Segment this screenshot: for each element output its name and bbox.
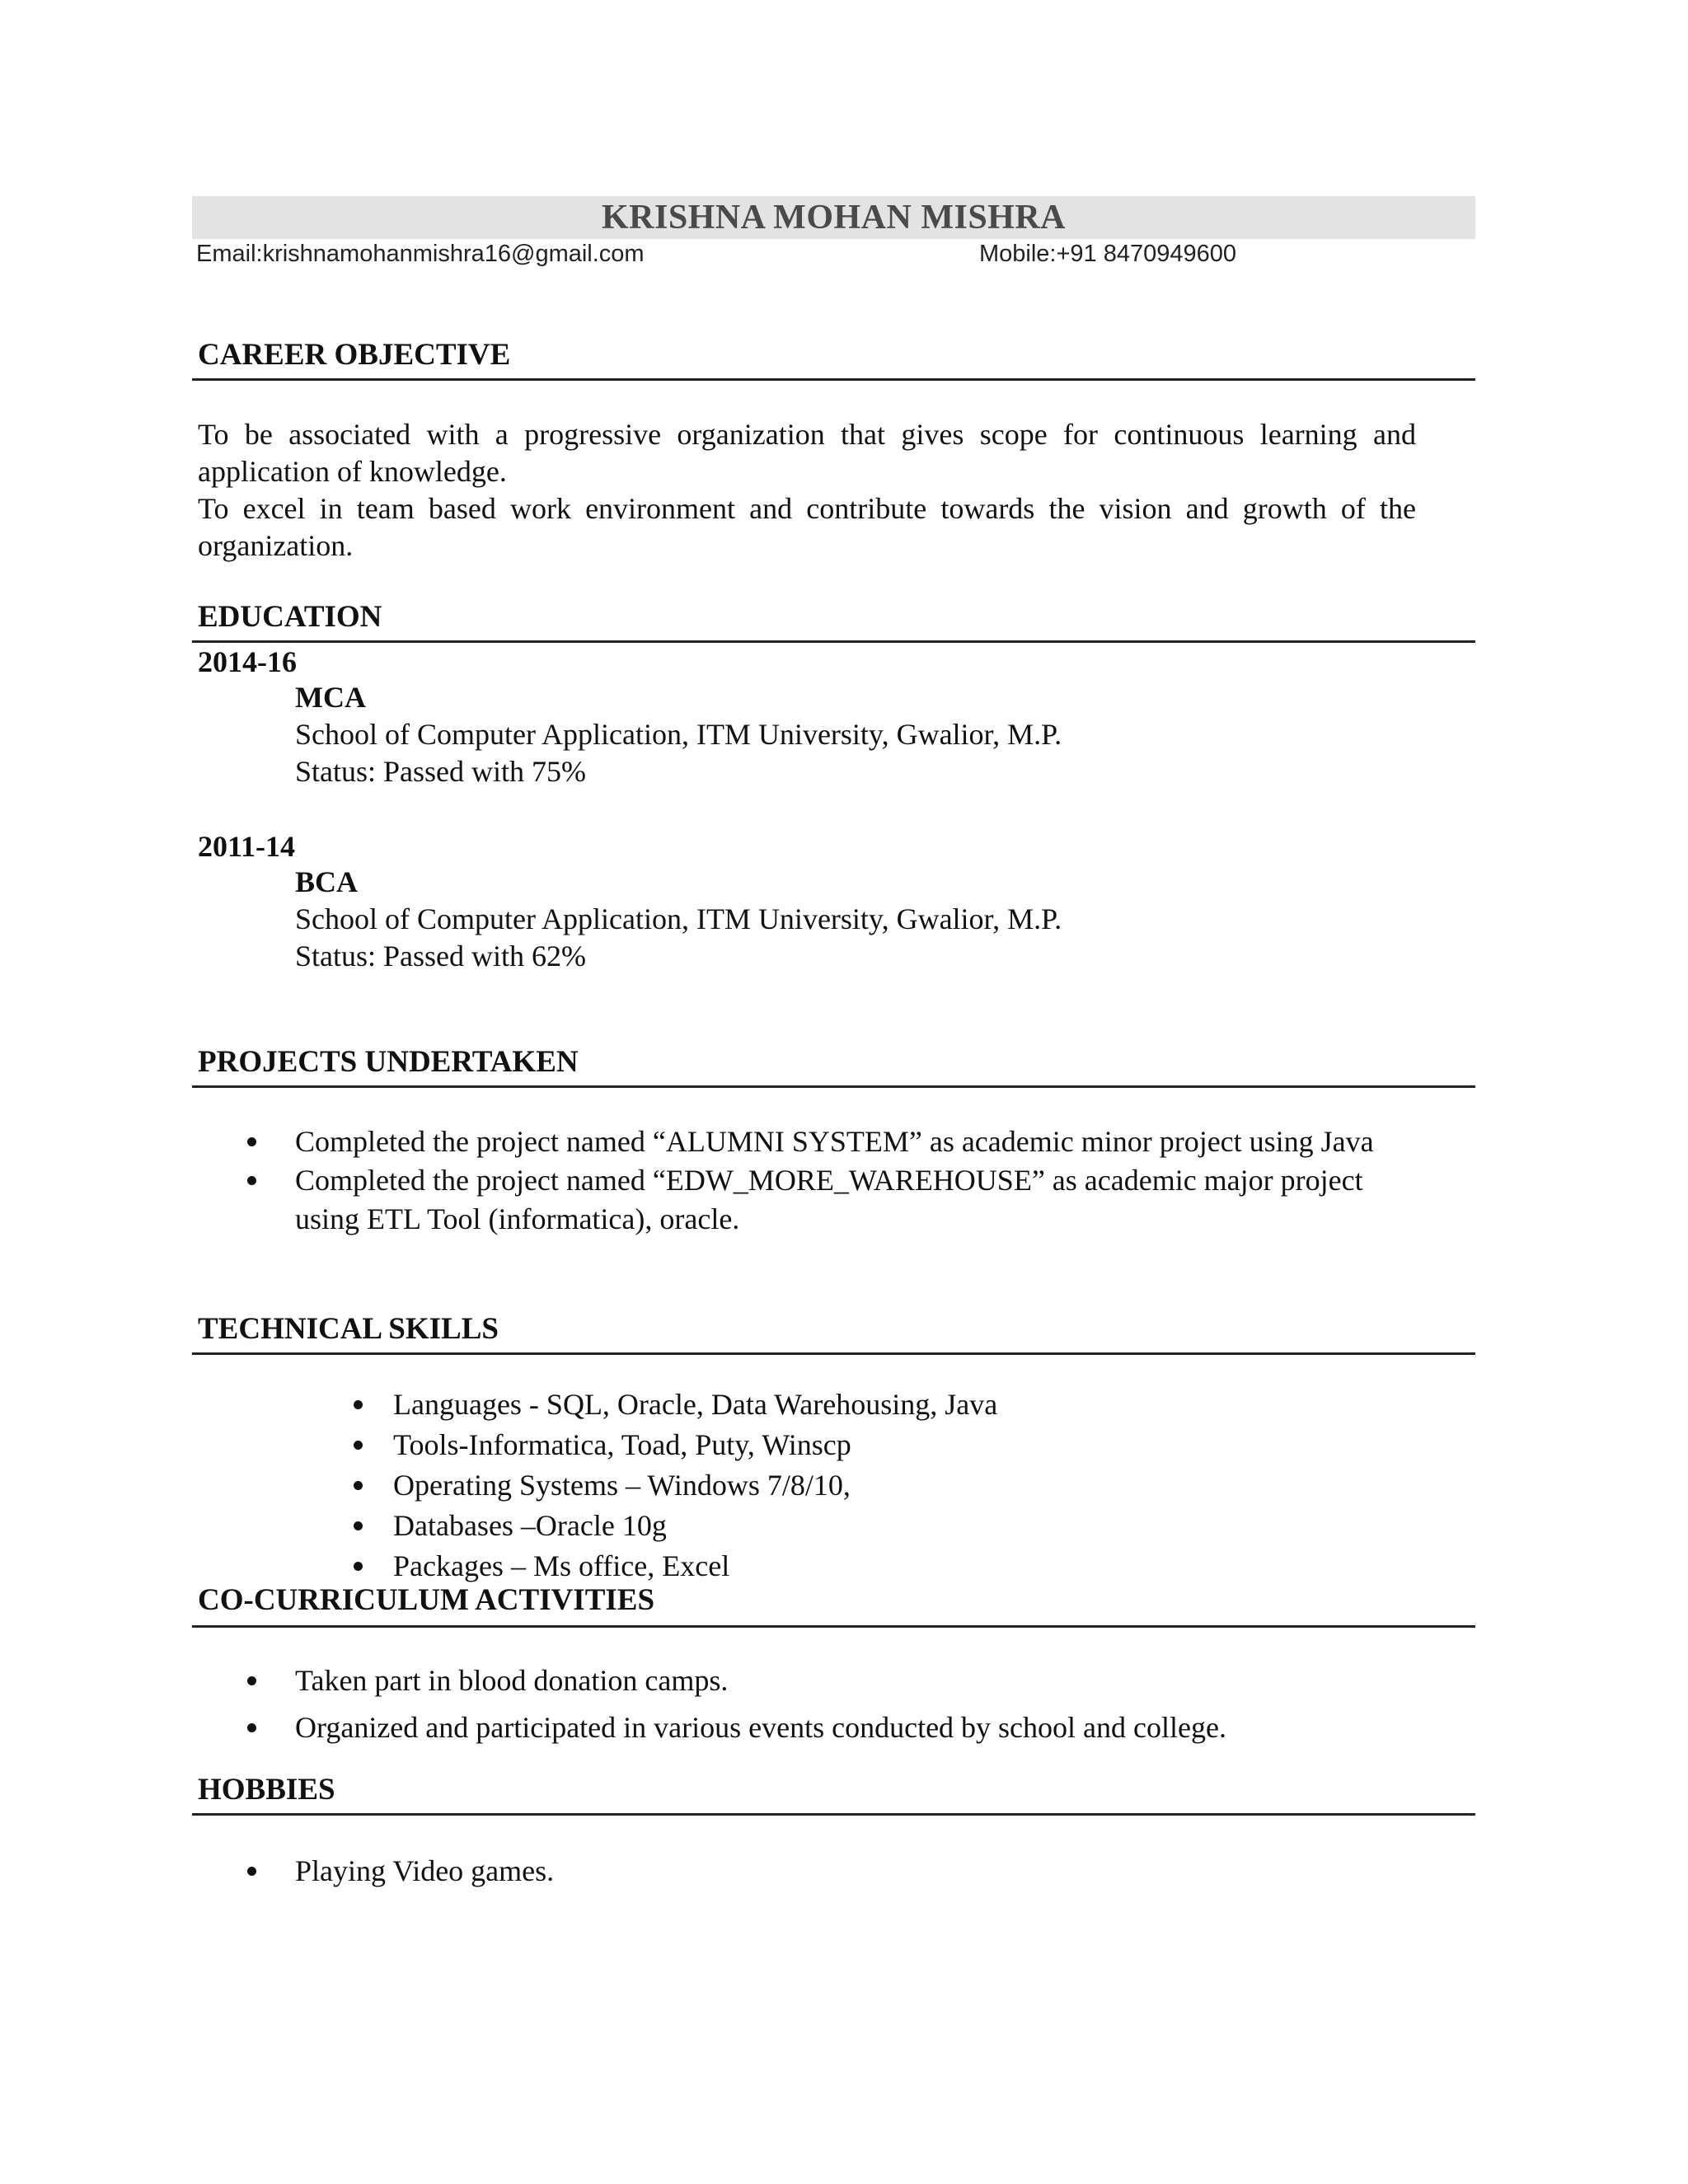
education-entry [295,679,1062,790]
co-curriculum-heading: CO-CURRICULUM ACTIVITIES [198,1583,655,1617]
section-divider [192,378,1475,381]
skill-text: Languages - SQL, Oracle, Data Warehousing, Java [393,1388,998,1421]
email-text: Email:krishnamohanmishra16@gmail.com [196,241,645,267]
objective-paragraph: To be associated with a progressive organization that gives scope for continuous learning and application of knowledge. [198,418,1416,488]
list-item [393,1465,1382,1506]
list-item [295,1657,1449,1704]
mobile-text: Mobile:+91 8470949600 [979,241,1237,267]
bullet-icon [247,1676,256,1685]
bullet-icon [354,1481,363,1490]
education-status: Status: Passed with 62% [295,940,587,972]
skill-text: Packages – Ms office, Excel [393,1549,730,1582]
bullet-icon [354,1400,363,1409]
section-divider [192,640,1475,643]
career-objective-text [198,416,1416,565]
education-heading: EDUCATION [198,600,382,634]
co-curriculum-list [295,1657,1449,1751]
activity-text: Organized and participated in various events conducted by school and college. [295,1711,1226,1744]
institution-name: School of Computer Application, ITM University, Gwalior, M.P. [295,718,1062,751]
section-divider [192,1085,1475,1088]
name-banner [192,196,1475,239]
education-entry [295,864,1062,975]
list-item [295,1852,1449,1891]
skill-text: Tools-Informatica, Toad, Puty, Winscp [393,1428,851,1461]
hobbies-list [295,1852,1449,1891]
education-years: 2014-16 [198,645,297,678]
hobbies-heading: HOBBIES [198,1773,335,1807]
skill-text: Databases –Oracle 10g [393,1509,667,1542]
skill-text: Operating Systems – Windows 7/8/10, [393,1469,851,1502]
technical-skills-heading: TECHNICAL SKILLS [198,1312,499,1346]
institution-name: School of Computer Application, ITM University, Gwalior, M.P. [295,902,1062,935]
projects-heading: PROJECTS UNDERTAKEN [198,1045,579,1079]
section-divider [192,1813,1475,1816]
bullet-icon [354,1441,363,1450]
education-years: 2011-14 [198,830,296,863]
list-item [393,1546,1382,1586]
career-objective-heading: CAREER OBJECTIVE [198,338,511,372]
projects-list [295,1122,1416,1239]
bullet-icon [354,1562,363,1571]
degree-name: MCA [295,681,366,714]
project-text: Completed the project named “EDW_MORE_WAREHOUSE” as academic major project using ETL Tool (informatica), oracle. [295,1164,1363,1235]
activity-text: Taken part in blood donation camps. [295,1664,729,1697]
objective-paragraph: To excel in team based work environment and contribute towards the vision and growth of the organization. [198,492,1416,562]
list-item [295,1161,1416,1239]
section-divider [192,1625,1475,1628]
bullet-icon [354,1521,363,1530]
project-text: Completed the project named “ALUMNI SYSTEM” as academic minor project using Java [295,1125,1374,1158]
candidate-name: KRISHNA MOHAN MISHRA [601,199,1067,237]
bullet-icon [247,1867,256,1876]
list-item [295,1122,1416,1161]
section-divider [192,1352,1475,1355]
bullet-icon [247,1137,256,1146]
list-item [393,1425,1382,1465]
list-item [295,1704,1449,1751]
degree-name: BCA [295,865,359,898]
skills-list [393,1385,1382,1586]
hobby-text: Playing Video games. [295,1854,555,1887]
list-item [393,1385,1382,1425]
bullet-icon [247,1176,256,1185]
bullet-icon [247,1723,256,1732]
list-item [393,1506,1382,1546]
education-status: Status: Passed with 75% [295,755,587,788]
